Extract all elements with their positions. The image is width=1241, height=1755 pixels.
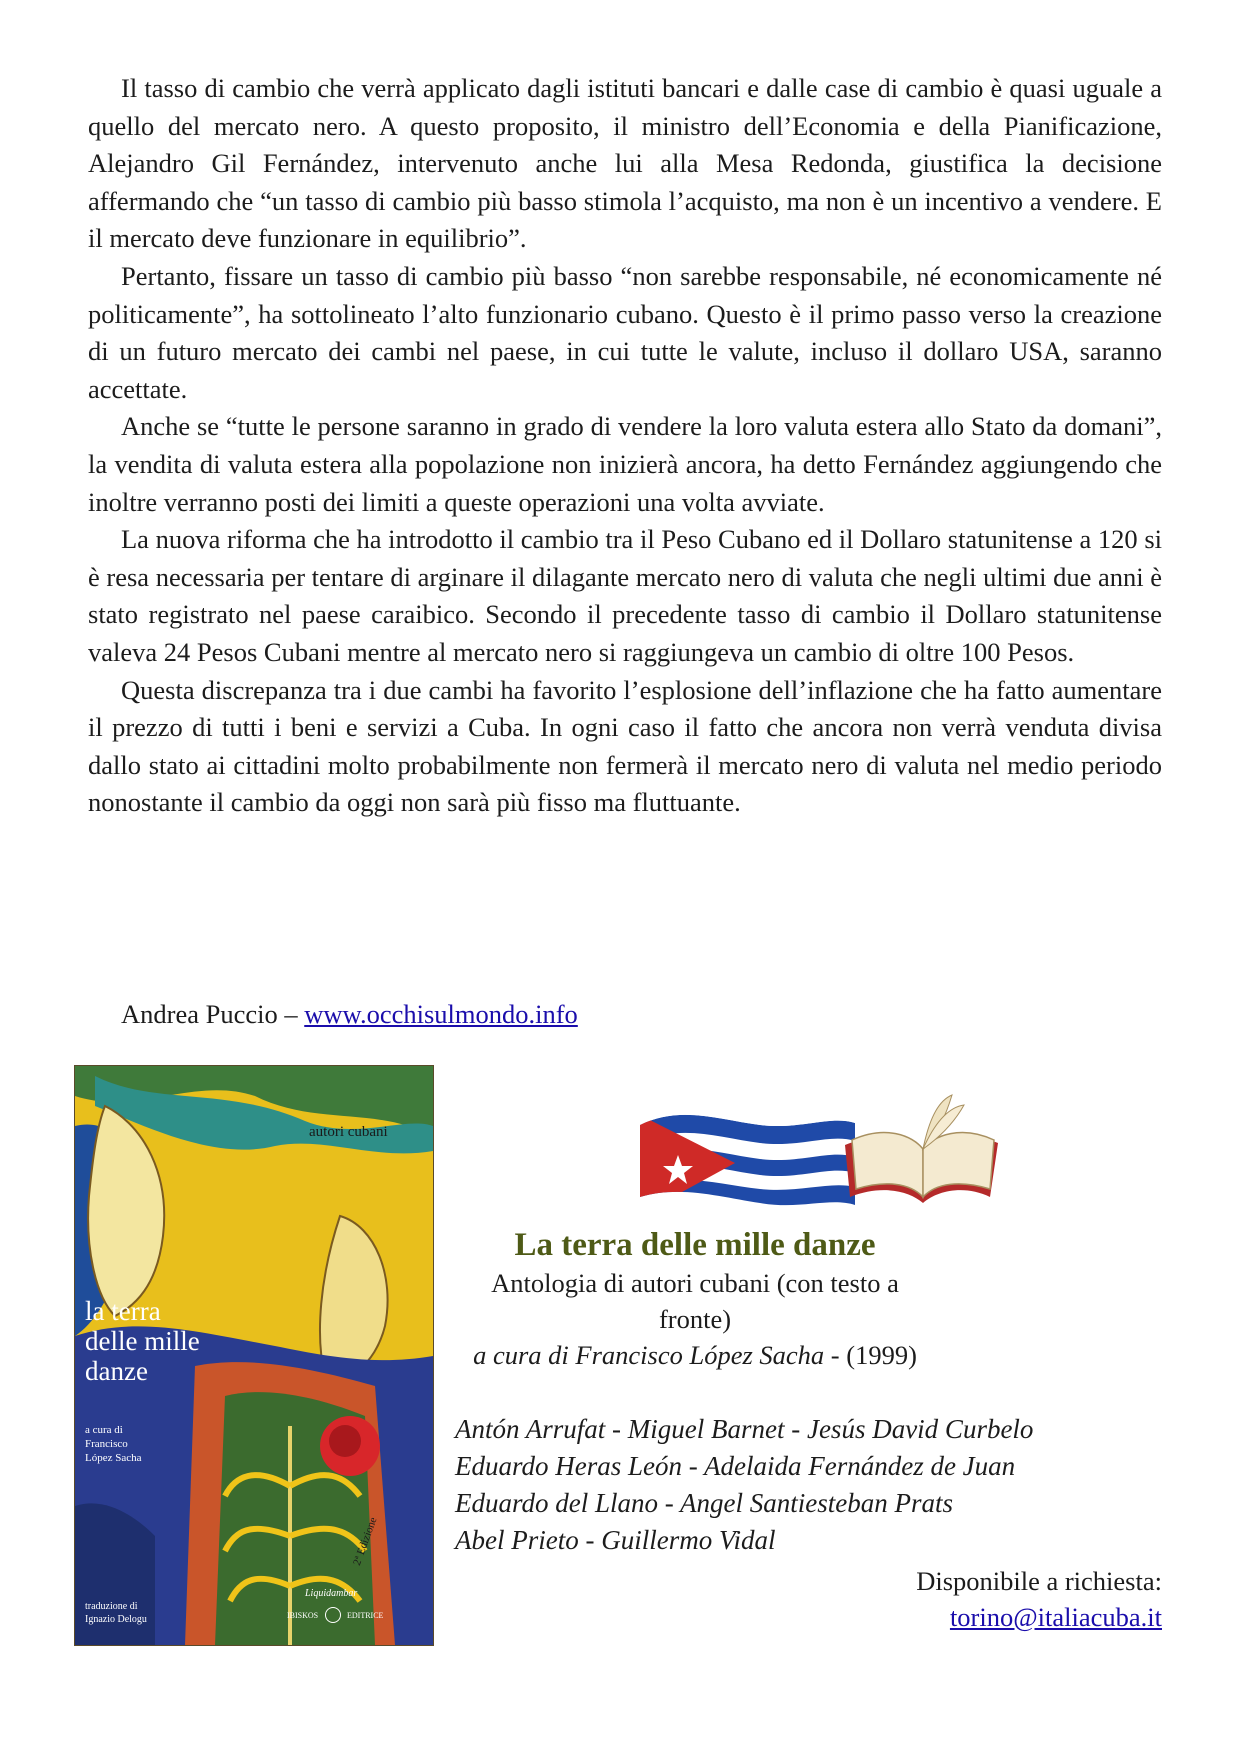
book-editor-name: a cura di Francisco López Sacha	[473, 1340, 825, 1370]
cover-imprint: Liquidambar	[305, 1588, 358, 1599]
author-line: Abel Prieto - Guillermo Vidal	[455, 1525, 776, 1555]
cover-title-line: delle mille	[85, 1326, 200, 1356]
byline	[121, 997, 578, 1031]
author-website-link[interactable]: www.occhisulmondo.info	[304, 999, 578, 1029]
cover-curator-line: Francisco	[85, 1438, 128, 1450]
publisher-emblem-icon	[325, 1607, 341, 1623]
article-paragraph-5: Questa discrepanza tra i due cambi ha favorito l’esplosione dell’inflazione che ha fatto aumentare il prezzo di tutti i beni e servizi a Cuba. In ogni caso il fatto che ancora non verrà venduta divisa dallo stato ai cittadini molto probabilmente non fermerà il mercato nero di valuta nel medio periodo nonostante il cambio da oggi non sarà più fisso ma fluttuante.	[88, 674, 1162, 818]
article-paragraph-1: Il tasso di cambio che verrà applicato dagli istituti bancari e dalle case di cambio è quasi uguale a quello del mercato nero. A questo proposito, il ministro dell’Economia e della Pianificazione, Alejandro Gil Fernández, intervenuto anche lui alla Mesa Redonda, giustifica la decisione affermando che “un tasso di cambio più basso stimola l’acquisto, ma non è un incentivo a vendere. E il mercato deve funzionare in equilibrio”.	[88, 73, 1162, 254]
cover-title	[85, 1296, 200, 1386]
article-paragraph-2: Pertanto, fissare un tasso di cambio più basso “non sarebbe responsabile, né economicamente né politicamente”, ha sottolineato l’alto funzionario cubano. Questo è il primo passo verso la creazione di un futuro mercato dei cambi nel paese, in cui tutte le valute, incluso il dollaro USA, saranno accettate.	[88, 260, 1162, 404]
author-line: Eduardo del Llano - Angel Santiesteban Prats	[455, 1488, 953, 1518]
availability-note	[916, 1563, 1162, 1635]
author-list	[455, 1411, 1163, 1559]
cover-translator-line: Ignazio Delogu	[85, 1614, 147, 1625]
article-paragraph-4: La nuova riforma che ha introdotto il cambio tra il Peso Cubano ed il Dollaro statunitense a 120 si è resa necessaria per tentare di arginare il dilagante mercato nero di valuta che negli ultimi due anni è stato registrato nel paese caraibico. Secondo il precedente tasso di cambio il Dollaro statunitense valeva 24 Pesos Cubani mentre al mercato nero si raggiungeva un cambio di oltre 100 Pesos.	[88, 524, 1162, 667]
author-line: Antón Arrufat - Miguel Barnet - Jesús David Curbelo	[455, 1414, 1034, 1444]
article-paragraph-3: Anche se “tutte le persone saranno in grado di vendere la loro valuta estera allo Stato da domani”, la vendita di valuta estera alla popolazione non inizierà ancora, ha detto Fernández aggiungendo che inoltre verranno posti dei limiti a queste operazioni una volta avviate.	[88, 411, 1162, 517]
contact-email-link[interactable]: torino@italiacuba.it	[949, 1602, 1162, 1632]
cover-publisher-right: EDITRICE	[347, 1611, 384, 1620]
cover-publisher-left: IBISKOS	[287, 1611, 319, 1620]
author-name: Andrea Puccio –	[121, 999, 298, 1029]
book-cover-image	[74, 1065, 434, 1646]
cuba-flag-icon	[640, 1085, 855, 1210]
availability-label: Disponibile a richiesta:	[916, 1566, 1162, 1596]
cuba-flag-book-logo	[640, 1085, 1000, 1210]
book-editor	[455, 1337, 935, 1373]
cover-title-line: la terra	[85, 1296, 161, 1326]
cover-translator-line: traduzione di	[85, 1601, 138, 1612]
book-info	[455, 1225, 1155, 1559]
cover-edition: 2ª Edizione	[351, 1515, 380, 1568]
cover-translator	[85, 1600, 147, 1626]
cover-curator-line: López Sacha	[85, 1452, 142, 1464]
open-book-icon	[845, 1095, 998, 1203]
book-subtitle: Antologia di autori cubani (con testo a fronte)	[491, 1268, 899, 1334]
cover-series: autori cubani	[309, 1124, 388, 1140]
cover-title-line: danze	[85, 1356, 148, 1386]
book-year: - (1999)	[824, 1340, 917, 1370]
author-line: Eduardo Heras León - Adelaida Fernández de Juan	[455, 1451, 1016, 1481]
article-body	[88, 70, 1162, 822]
cover-curator	[85, 1423, 142, 1465]
book-title: La terra delle mille danze	[514, 1227, 876, 1263]
cover-curator-line: a cura di	[85, 1424, 123, 1436]
